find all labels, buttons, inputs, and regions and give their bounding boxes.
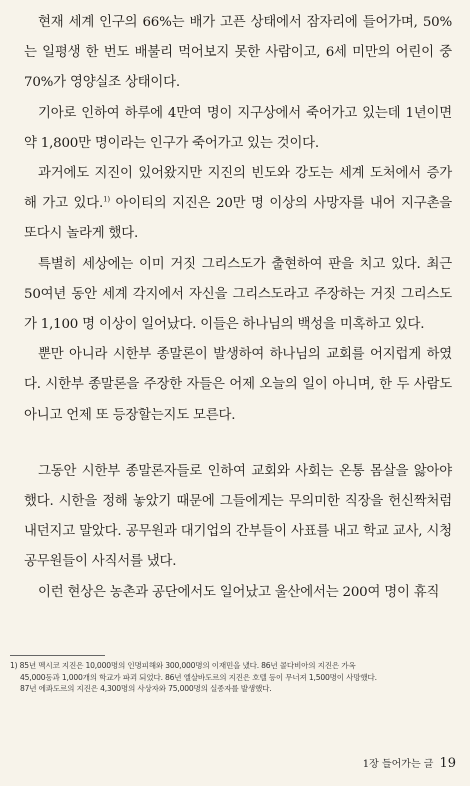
- haiti-text: 아이티의 지진은 20만 명 이상의 사망자를 내어 지구촌을 또다시 놀라게 했다.: [24, 196, 452, 242]
- paragraph-famine-deaths: 기아로 인하여 하루에 4만여 명이 지구상에서 죽어가고 있는데 1년이면 약 1,800만 명이라는 인구가 죽어가고 있는 것이다.: [24, 105, 452, 151]
- earthquake-text: 과거에도 지진이 있어왔지만 지진의 빈도와 강도는 세계 도처에서 증가해 가고 있다.: [24, 166, 452, 212]
- paragraph-social-impact: 그동안 시한부 종말론자들로 인하여 교회와 사회는 온통 몸살을 앓아야 했다. 시한을 정해 놓았기 때문에 그들에게는 무의미한 직장을 헌신짝처럼 내던지고 말았다. 공무원과 대기업의 간부들이 사표를 내고 학교 교사, 시청 공무원들이 사직서를 냈다.: [24, 463, 452, 570]
- paragraph-earthquakes: [24, 159, 452, 250]
- running-footer: [363, 755, 456, 771]
- chapter-title: 1장 들어가는 글: [362, 759, 434, 770]
- footnote-line: 1) 85년 멕시코 지진은 10,000명의 인명피해와 300,000명의 이재민을 냈다. 86년 콜다비아의 지진은 가옥: [10, 661, 356, 670]
- footnote: [10, 660, 458, 695]
- section-gap: [24, 431, 452, 457]
- paragraph-hunger-stats: 현재 세계 인구의 66%는 배가 고픈 상태에서 잠자리에 들어가며, 50%는 일평생 한 번도 배불리 먹어보지 못한 사람이고, 6세 미만의 어린이 중 70%가 영양실조 상태이다.: [24, 15, 452, 91]
- footnote-line: 87년 에콰도르의 지진은 4,300명의 사상자와 75,000명의 실종자를 발생했다.: [20, 684, 272, 694]
- footnote-divider: [10, 655, 105, 656]
- page-number: 19: [439, 756, 456, 771]
- paragraph-doomsday-sects: 뿐만 아니라 시한부 종말론이 발생하여 하나님의 교회를 어지럽게 하였다. 시한부 종말론을 주장한 자들은 어제 오늘의 일이 아니며, 한 두 사람도 아니고 언제 또 등장할는지도 모른다.: [24, 347, 452, 423]
- paragraph-ulsan: 이런 현상은 농촌과 공단에서도 일어났고 울산에서는 200여 명이 휴직: [38, 584, 440, 600]
- body-text: [24, 8, 452, 608]
- footnote-line: 45,000동과 1,000개의 학교가 파괴 되었다. 86년 엘살바도르의 지진은 호텔 등이 무너져 1,500명이 사망했다.: [20, 672, 377, 682]
- footnote-ref: 1): [103, 195, 110, 204]
- paragraph-false-christs: 특별히 세상에는 이미 거짓 그리스도가 출현하여 판을 치고 있다. 최근 50여년 동안 세계 각지에서 자신을 그리스도라고 주장하는 거짓 그리스도가 1,100 명 이상이 일어났다. 이들은 하나님의 백성을 미혹하고 있다.: [24, 256, 452, 333]
